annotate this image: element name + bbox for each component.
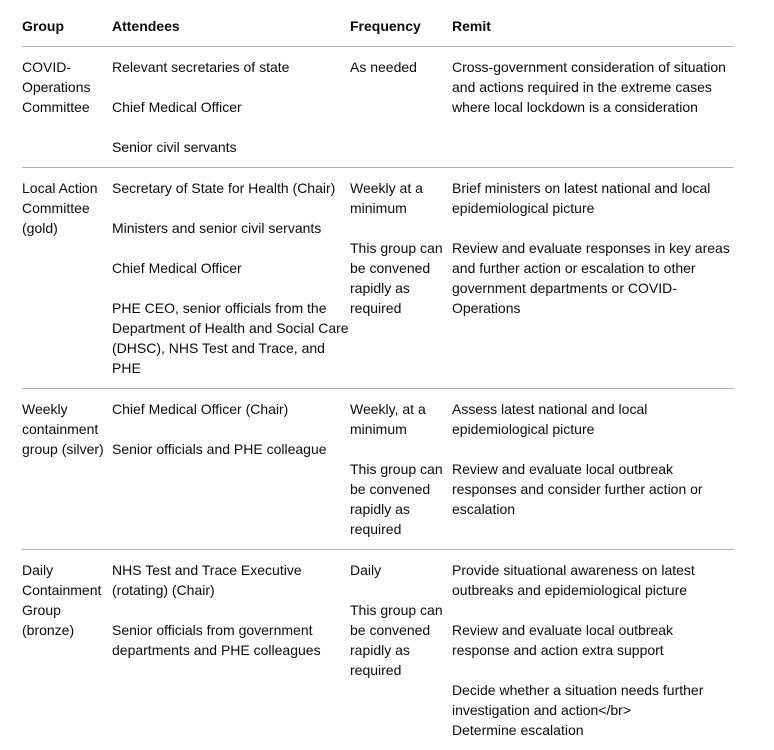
frequency-item: Weekly at a minimum [350, 178, 452, 218]
frequency-cell [350, 168, 452, 389]
remit-item: Assess latest national and local epidemiological picture [452, 399, 734, 439]
table-row [22, 389, 734, 550]
remit-cell [452, 389, 734, 550]
group-name: Weekly containment group (silver) [22, 399, 112, 459]
header-remit: Remit [452, 16, 734, 47]
attendee-item: Senior officials and PHE colleague [112, 439, 350, 459]
frequency-cell [350, 389, 452, 550]
table-row [22, 168, 734, 389]
group-name: COVID-Operations Committee [22, 57, 112, 117]
group-name: Daily Containment Group (bronze) [22, 560, 112, 640]
remit-cell [452, 550, 734, 750]
remit-item: Provide situational awareness on latest outbreaks and epidemiological picture [452, 560, 734, 600]
remit-item: Cross-government consideration of situation and actions required in the extreme cases where local lockdown is a consideration [452, 57, 734, 117]
header-attendees: Attendees [112, 16, 350, 47]
frequency-item: As needed [350, 57, 452, 77]
frequency-cell [350, 47, 452, 168]
attendee-item: Chief Medical Officer [112, 97, 350, 117]
remit-item: Brief ministers on latest national and local epidemiological picture [452, 178, 734, 218]
attendee-item: Senior officials from government departments and PHE colleagues [112, 620, 350, 660]
remit-item: Decide whether a situation needs further investigation and action</br> [452, 680, 734, 720]
attendee-item: Relevant secretaries of state [112, 57, 350, 77]
attendees-cell [112, 47, 350, 168]
frequency-item: Daily [350, 560, 452, 580]
group-cell [22, 47, 112, 168]
group-cell [22, 168, 112, 389]
attendee-item: Chief Medical Officer (Chair) [112, 399, 350, 419]
attendees-cell [112, 389, 350, 550]
remit-item: Review and evaluate local outbreak responses and consider further action or escalation [452, 459, 734, 519]
attendee-item: Chief Medical Officer [112, 258, 350, 278]
header-row [22, 16, 734, 47]
table-row [22, 550, 734, 750]
attendees-cell [112, 168, 350, 389]
governance-table [22, 16, 734, 750]
remit-cell [452, 47, 734, 168]
remit-cell [452, 168, 734, 389]
attendees-cell [112, 550, 350, 750]
frequency-item: This group can be convened rapidly as required [350, 459, 452, 539]
group-cell [22, 389, 112, 550]
attendee-item: Ministers and senior civil servants [112, 218, 350, 238]
remit-item: Review and evaluate responses in key areas and further action or escalation to other government departments or COVID-Operations [452, 238, 734, 318]
remit-item: Review and evaluate local outbreak response and action extra support [452, 620, 734, 660]
attendee-item: Senior civil servants [112, 137, 350, 157]
header-group: Group [22, 16, 112, 47]
remit-item: Determine escalation [452, 720, 734, 740]
frequency-item: This group can be convened rapidly as required [350, 238, 452, 318]
attendee-item: NHS Test and Trace Executive (rotating) (Chair) [112, 560, 350, 600]
frequency-item: This group can be convened rapidly as required [350, 600, 452, 680]
group-cell [22, 550, 112, 750]
frequency-item: Weekly, at a minimum [350, 399, 452, 439]
frequency-cell [350, 550, 452, 750]
header-frequency: Frequency [350, 16, 452, 47]
attendee-item: PHE CEO, senior officials from the Department of Health and Social Care (DHSC), NHS Test and Trace, and PHE [112, 298, 350, 378]
table-row [22, 47, 734, 168]
group-name: Local Action Committee (gold) [22, 178, 112, 238]
attendee-item: Secretary of State for Health (Chair) [112, 178, 350, 198]
